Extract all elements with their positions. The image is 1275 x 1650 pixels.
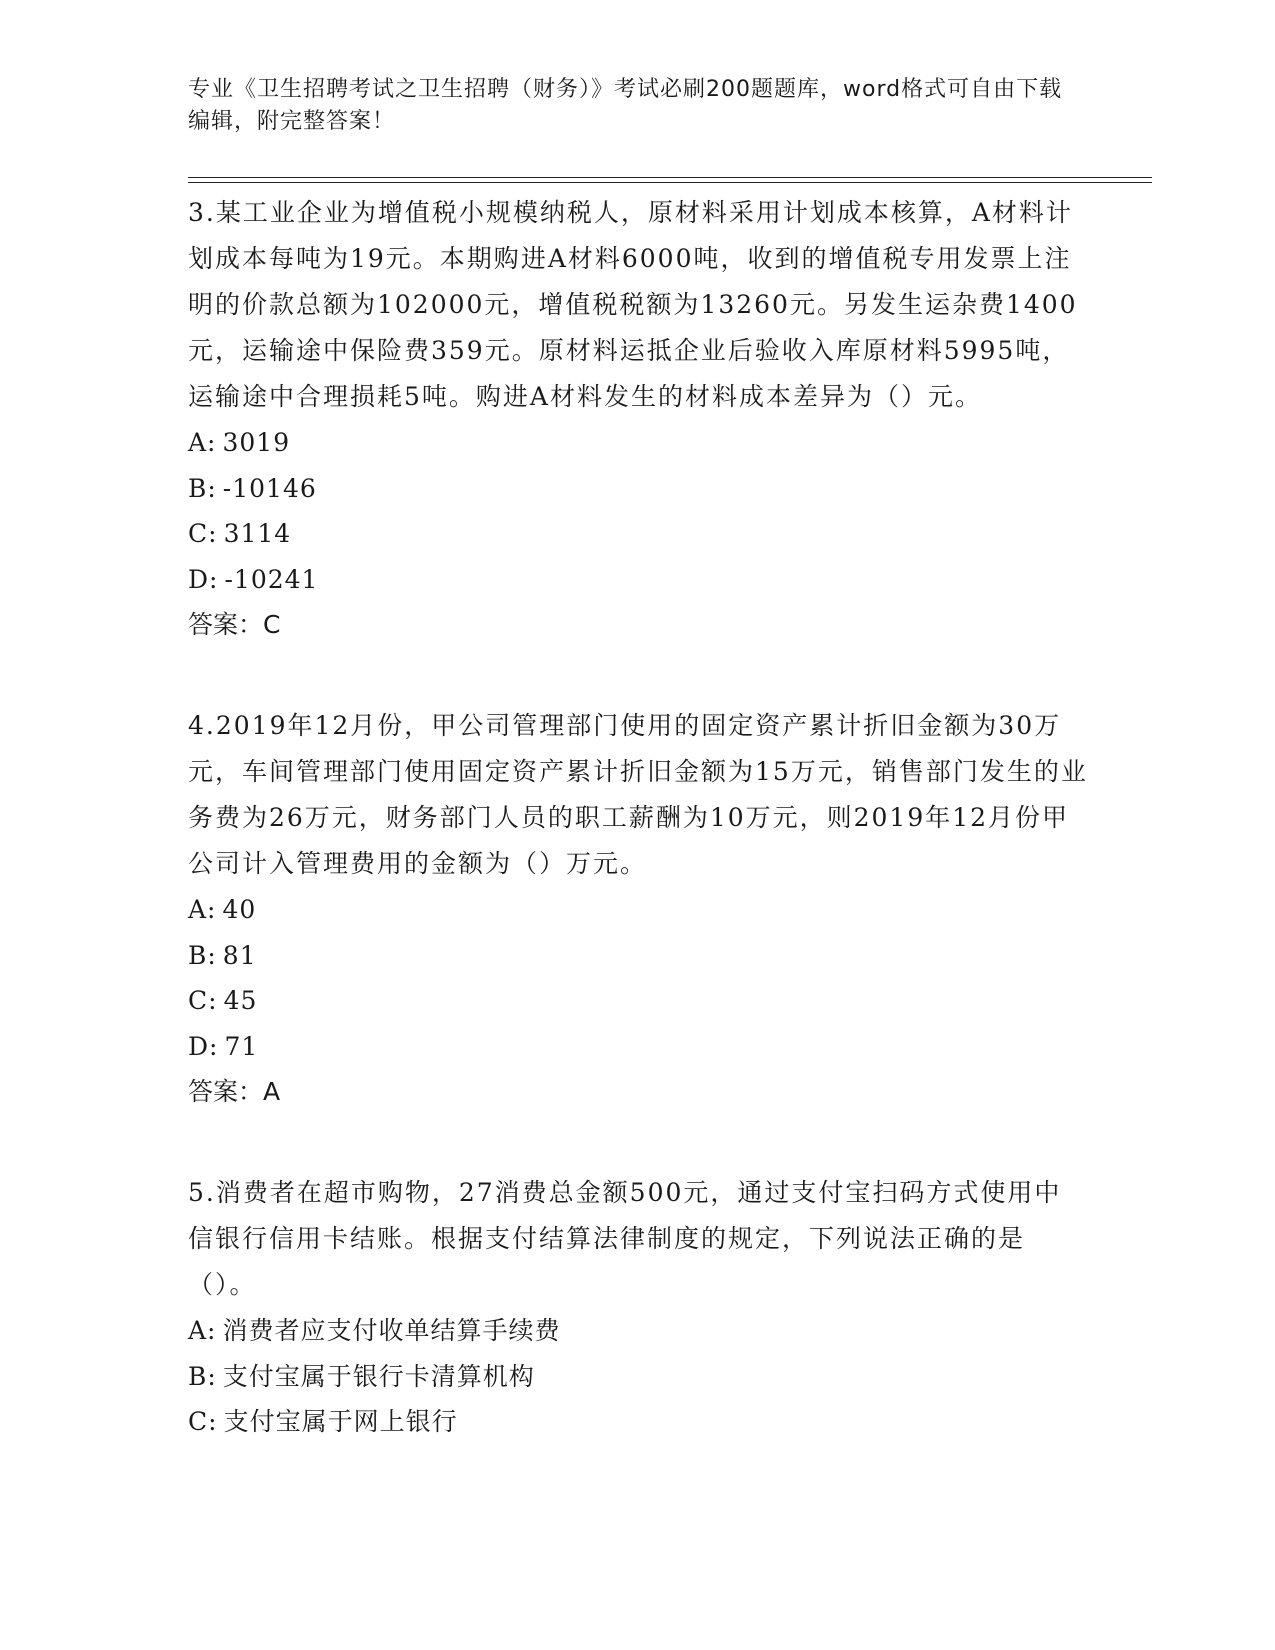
option-b bbox=[188, 1354, 1088, 1400]
header-divider-top bbox=[188, 177, 1152, 178]
answer-line: 答案：C bbox=[188, 610, 281, 639]
option-label: C: bbox=[188, 519, 218, 548]
question-3 bbox=[188, 190, 1088, 648]
option-text: 71 bbox=[224, 1031, 259, 1061]
option-label: C: bbox=[188, 1407, 218, 1436]
option-label: A: bbox=[188, 1316, 217, 1345]
option-text: -10146 bbox=[222, 473, 317, 503]
option-text: 3019 bbox=[222, 428, 291, 457]
document-header: 专业《卫生招聘考试之卫生招聘（财务）》考试必刷200题题库，word格式可自由下载编辑，附完整答案！ bbox=[188, 77, 1063, 134]
option-a bbox=[188, 887, 1088, 933]
option-label: C: bbox=[188, 986, 218, 1015]
option-label: D: bbox=[188, 1031, 219, 1061]
option-b bbox=[188, 466, 1088, 512]
option-c bbox=[188, 1399, 1088, 1445]
header-divider-bottom bbox=[188, 182, 1152, 183]
option-label: A: bbox=[188, 895, 217, 924]
answer-line: 答案：A bbox=[188, 1077, 281, 1106]
option-c bbox=[188, 511, 1088, 557]
option-label: A: bbox=[188, 428, 217, 457]
option-text: 消费者应支付收单结算手续费 bbox=[222, 1316, 561, 1345]
question-stem: 3.某工业企业为增值税小规模纳税人，原材料采用计划成本核算，A材料计划成本每吨为19元。本期购进A材料6000吨，收到的增值税专用发票上注明的价款总额为102000元，增值税税额为13260元。另发生运杂费1400元，运输途中保险费359元。原材料运抵企业后验收入库原材料5995吨，运输途中合理损耗5吨。购进A材料发生的材料成本差异为（）元。 bbox=[188, 198, 1078, 411]
option-label: B: bbox=[188, 1361, 217, 1391]
option-text: 40 bbox=[222, 895, 257, 924]
question-stem: 4.2019年12月份，甲公司管理部门使用的固定资产累计折旧金额为30万元，车间管理部门使用固定资产累计折旧金额为15万元，销售部门发生的业务费为26万元，财务部门人员的职工薪酬为10万元，则2019年12月份甲公司计入管理费用的金额为（）万元。 bbox=[188, 711, 1088, 878]
option-a bbox=[188, 1308, 1088, 1354]
question-5 bbox=[188, 1170, 1088, 1445]
option-label: B: bbox=[188, 473, 217, 503]
question-4 bbox=[188, 703, 1088, 1115]
option-b bbox=[188, 933, 1088, 979]
option-text: 支付宝属于网上银行 bbox=[223, 1407, 458, 1436]
option-text: 81 bbox=[222, 940, 257, 970]
option-label: B: bbox=[188, 940, 217, 970]
option-label: D: bbox=[188, 564, 219, 594]
option-text: -10241 bbox=[224, 564, 319, 594]
option-d bbox=[188, 1024, 1088, 1070]
option-c bbox=[188, 978, 1088, 1024]
question-stem: 5.消费者在超市购物，27消费总金额500元，通过支付宝扫码方式使用中信银行信用卡结账。根据支付结算法律制度的规定，下列说法正确的是（）。 bbox=[188, 1178, 1062, 1299]
option-text: 支付宝属于银行卡清算机构 bbox=[222, 1361, 535, 1391]
question-list bbox=[188, 190, 1088, 1500]
option-d bbox=[188, 557, 1088, 603]
option-a bbox=[188, 420, 1088, 466]
option-text: 45 bbox=[223, 986, 258, 1015]
option-text: 3114 bbox=[223, 519, 292, 548]
